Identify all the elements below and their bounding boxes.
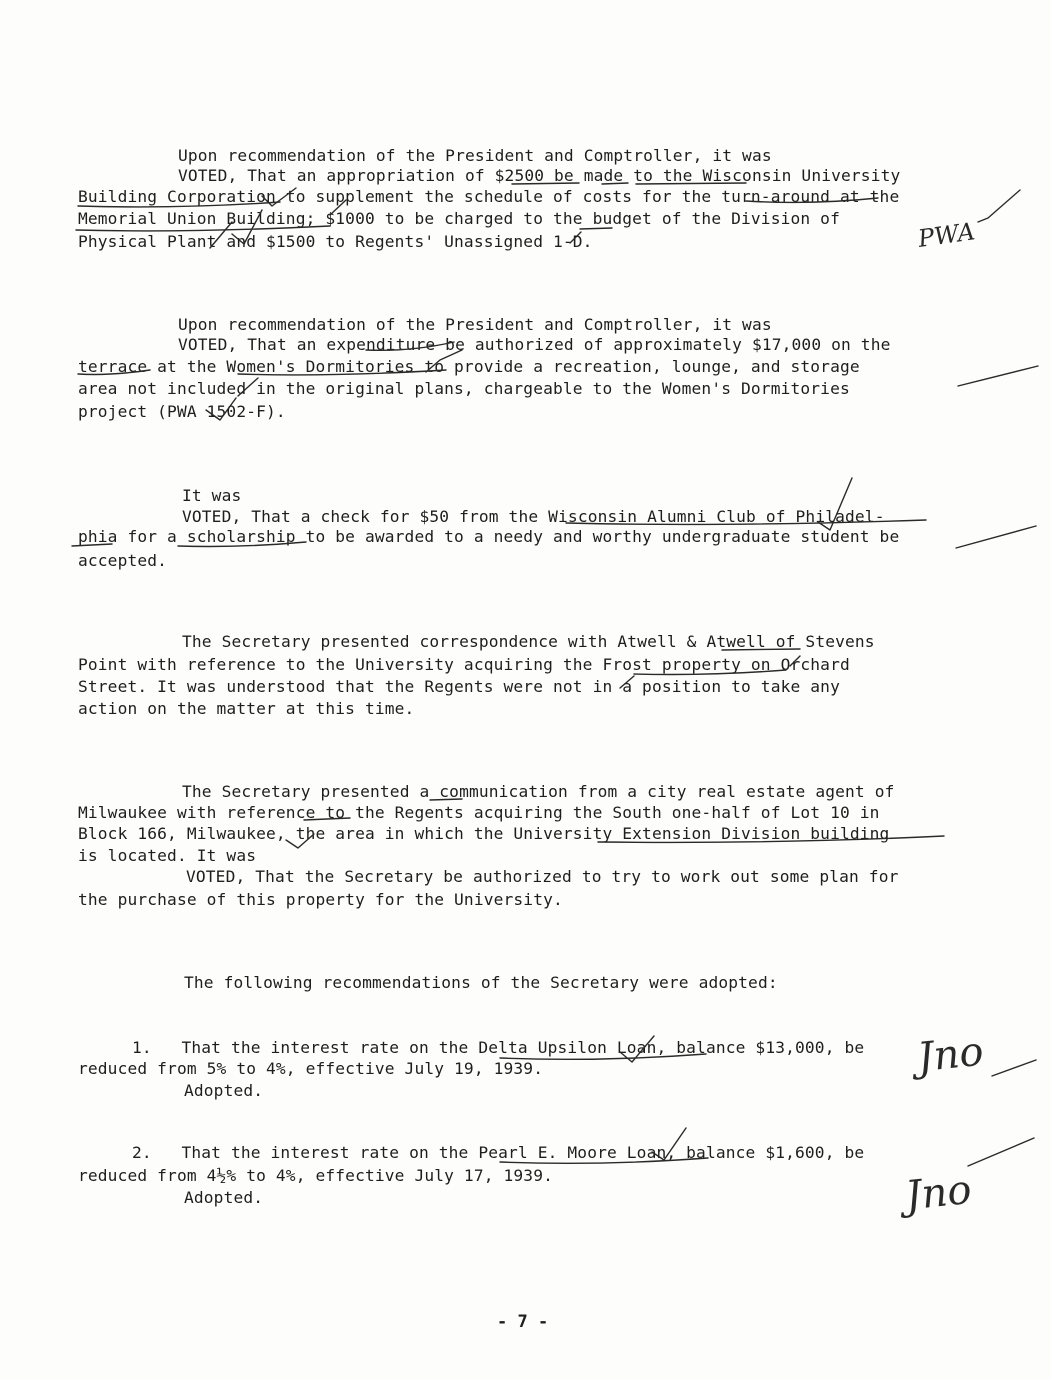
item7-line1: 1. That the interest rate on the Delta Upsilon Loan, balance $13,000, be xyxy=(132,1038,865,1057)
margin-dash-3 xyxy=(956,526,1036,548)
margin-dash-7 xyxy=(992,1060,1036,1076)
item3-line2: VOTED, That a check for $50 from the Wisconsin Alumni Club of Philadel- xyxy=(182,507,885,526)
item1-line4: Memorial Union Building; $1000 to be charged to the budget of the Division of xyxy=(78,209,840,228)
item4-line3: Street. It was understood that the Regents were not in a position to take any xyxy=(78,677,840,696)
item5-line6: the purchase of this property for the University. xyxy=(78,890,563,909)
item2-line1: Upon recommendation of the President and Comptroller, it was xyxy=(178,315,772,334)
item5-line2: Milwaukee with reference to the Regents acquiring the South one-half of Lot 10 in xyxy=(78,803,880,822)
pwa-margin-note: PWA xyxy=(916,217,977,253)
item1-line2: VOTED, That an appropriation of $2500 be made to the Wisconsin University xyxy=(178,166,901,185)
page-number: - 7 - xyxy=(497,1312,549,1332)
item7-line2: reduced from 5% to 4%, effective July 19, 1939. xyxy=(78,1059,544,1078)
item5-line5: VOTED, That the Secretary be authorized to try to work out some plan for xyxy=(186,867,899,886)
item3-line1: It was xyxy=(182,486,242,505)
initials-2: Jno xyxy=(903,1166,974,1220)
item1-line5: Physical Plant and $1500 to Regents' Unassigned 1-D. xyxy=(78,232,593,251)
item8-line2: reduced from 4½% to 4%, effective July 17, 1939. xyxy=(78,1166,553,1185)
item5-line3: Block 166, Milwaukee, the area in which the University Extension Division building xyxy=(78,824,890,843)
item2-line5: project (PWA 1502-F). xyxy=(78,402,286,421)
item3-line3: phia for a scholarship to be awarded to a needy and worthy undergraduate student be xyxy=(78,527,900,546)
item1-line1: Upon recommendation of the President and Comptroller, it was xyxy=(178,146,772,165)
item4-line2: Point with reference to the University acquiring the Frost property on Orchard xyxy=(78,655,850,674)
item2-line2: VOTED, That an expenditure be authorized of approximately $17,000 on the xyxy=(178,335,891,354)
item4-line4: action on the matter at this time. xyxy=(78,699,415,718)
margin-dash-2 xyxy=(958,366,1038,386)
initials-1: Jno xyxy=(915,1028,986,1082)
item1-line3: Building Corporation to supplement the schedule of costs for the turn-around at the xyxy=(78,187,900,206)
item5-line4: is located. It was xyxy=(78,846,257,865)
item6-line1: The following recommendations of the Secretary were adopted: xyxy=(184,973,778,992)
item8-line1: 2. That the interest rate on the Pearl E. Moore Loan, balance $1,600, be xyxy=(132,1143,865,1162)
item4-line1: The Secretary presented correspondence with Atwell & Atwell of Stevens xyxy=(182,632,875,651)
item8-line3: Adopted. xyxy=(184,1188,264,1207)
item3-line4: accepted. xyxy=(78,551,168,570)
item7-line3: Adopted. xyxy=(184,1081,264,1100)
item2-line4: area not included in the original plans, chargeable to the Women's Dormitories xyxy=(78,379,850,398)
margin-dash-8 xyxy=(968,1138,1034,1166)
check-pwa xyxy=(978,190,1020,222)
item5-line1: The Secretary presented a communication from a city real estate agent of xyxy=(182,782,895,801)
item2-line3: terrace at the Women's Dormitories to provide a recreation, lounge, and storage xyxy=(78,357,860,376)
